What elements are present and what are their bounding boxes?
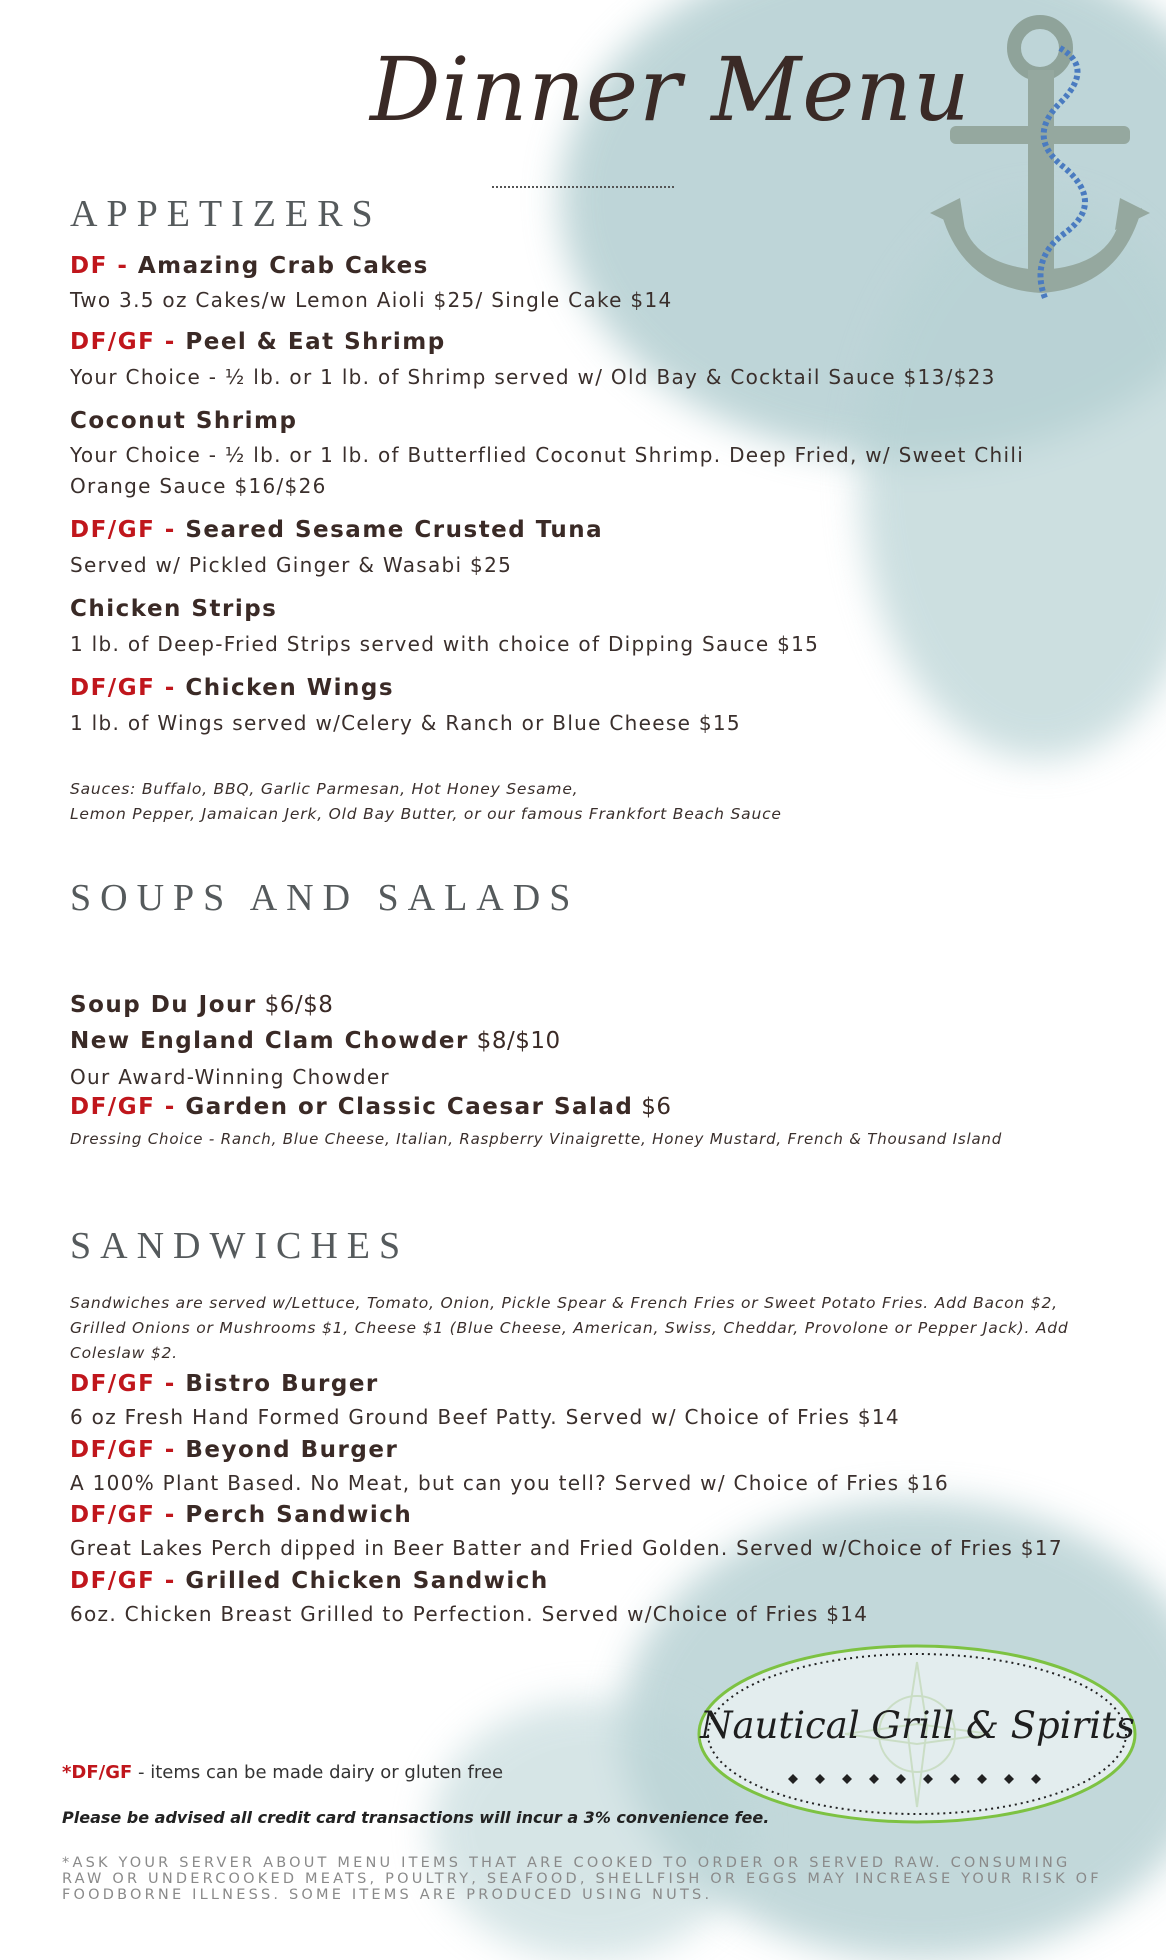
tag-separator: - (155, 1437, 186, 1463)
dietary-key-text: - items can be made dairy or gluten free (132, 1762, 504, 1783)
dietary-tag: DF/GF (70, 1568, 156, 1594)
menu-item-title (70, 253, 429, 279)
restaurant-logo (695, 1642, 1140, 1827)
menu-item-price: $8/$10 (468, 1028, 561, 1054)
tag-separator: - (155, 517, 186, 543)
menu-title: Dinner Menu (370, 38, 971, 141)
menu-item-description: Your Choice - ½ lb. or 1 lb. of Butterflied Coconut Shrimp. Deep Fried, w/ Sweet Chili Orange Sauce $16/$26 (70, 443, 1025, 498)
dietary-tag: DF/GF (70, 1094, 156, 1120)
tag-separator: - (155, 1568, 186, 1594)
dietary-key-tag: *DF/GF (62, 1762, 133, 1783)
menu-item-description: Your Choice - ½ lb. or 1 lb. of Shrimp served w/ Old Bay & Cocktail Sauce $13/$23 (70, 365, 996, 389)
menu-item-name: Beyond Burger (185, 1437, 399, 1463)
menu-item-title (70, 992, 333, 1018)
menu-item-price: $6 (633, 1094, 672, 1120)
menu-item-title (70, 1502, 412, 1528)
logo-text: Nautical Grill & Spirits (700, 1704, 1135, 1747)
menu-item-description: 1 lb. of Deep-Fried Strips served with choice of Dipping Sauce $15 (70, 632, 820, 656)
dietary-tag: DF/GF (70, 1502, 156, 1528)
sauces-note (70, 777, 1110, 827)
title-divider (492, 186, 674, 188)
dietary-tag: DF/GF (70, 329, 156, 355)
menu-item-name: New England Clam Chowder (70, 1028, 469, 1054)
menu-item-description: A 100% Plant Based. No Meat, but can you tell? Served w/ Choice of Fries $16 (70, 1471, 950, 1495)
menu-item-title (70, 517, 603, 543)
menu-item-description: Our Award-Winning Chowder (70, 1065, 390, 1089)
tag-separator: - (155, 329, 186, 355)
dietary-tag: DF/GF (70, 517, 156, 543)
menu-item-name: Seared Sesame Crusted Tuna (185, 517, 604, 543)
tag-separator: - (155, 1502, 186, 1528)
menu-item-name: Coconut Shrimp (70, 408, 298, 434)
menu-item-title (70, 408, 297, 434)
menu-item-name: Grilled Chicken Sandwich (185, 1568, 549, 1594)
tag-separator: - (107, 253, 138, 279)
menu-item-name: Bistro Burger (185, 1371, 379, 1397)
menu-item-title (70, 1371, 379, 1397)
menu-item-title (70, 1028, 561, 1054)
tag-separator: - (155, 675, 186, 701)
menu-item-title (70, 1094, 671, 1120)
sandwich-note: Sandwiches are served w/Lettuce, Tomato, Onion, Pickle Spear & French Fries or Sweet Potato Fries. Add Bacon $2, Grilled Onions or Mushrooms $1, Cheese $1 (Blue Cheese, American, Swiss, Cheddar, Provolone or Pepper Jack). Add Coleslaw $2. (70, 1294, 1069, 1362)
menu-item-title (70, 1568, 549, 1594)
menu-item-description: Two 3.5 oz Cakes/w Lemon Aioli $25/ Single Cake $14 (70, 288, 673, 312)
tag-separator: - (155, 1094, 186, 1120)
menu-item-description: 6 oz Fresh Hand Formed Ground Beef Patty. Served w/ Choice of Fries $14 (70, 1405, 900, 1429)
menu-item-description: Served w/ Pickled Ginger & Wasabi $25 (70, 553, 513, 577)
menu-item-price: $6/$8 (256, 992, 334, 1018)
menu-item-name: Garden or Classic Caesar Salad (185, 1094, 634, 1120)
dietary-key (62, 1762, 503, 1783)
section-heading-appetizers: APPETIZERS (70, 193, 382, 235)
menu-item-title (70, 675, 394, 701)
sauces-line: Lemon Pepper, Jamaican Jerk, Old Bay Butter, or our famous Frankfort Beach Sauce (70, 805, 782, 823)
menu-item-title (70, 596, 277, 622)
credit-card-notice: Please be advised all credit card transactions will incur a 3% convenience fee. (62, 1808, 770, 1827)
menu-item-description: Great Lakes Perch dipped in Beer Batter and Fried Golden. Served w/Choice of Fries $17 (70, 1536, 1063, 1560)
menu-item-name: Chicken Strips (70, 596, 278, 622)
tag-separator: - (155, 1371, 186, 1397)
dietary-tag: DF/GF (70, 1437, 156, 1463)
menu-item-title (70, 329, 446, 355)
section-heading-soups-salads: SOUPS AND SALADS (70, 877, 580, 919)
dietary-tag: DF (70, 253, 108, 279)
menu-item-title (70, 1437, 398, 1463)
dressing-note: Dressing Choice - Ranch, Blue Cheese, Italian, Raspberry Vinaigrette, Honey Mustard, French & Thousand Island (70, 1130, 1003, 1148)
menu-item-description: 1 lb. of Wings served w/Celery & Ranch or Blue Cheese $15 (70, 711, 741, 735)
dietary-tag: DF/GF (70, 1371, 156, 1397)
raw-food-warning: *ASK YOUR SERVER ABOUT MENU ITEMS THAT ARE COOKED TO ORDER OR SERVED RAW. CONSUMING RAW OR UNDERCOOKED MEATS, POULTRY, SEAFOOD, SHELLFISH OR EGGS MAY INCREASE YOUR RISK OF FOODBORNE ILLNESS. SOME ITEMS ARE PRODUCED USING NUTS. (62, 1855, 1102, 1903)
menu-item-name: Chicken Wings (185, 675, 395, 701)
menu-item-name: Perch Sandwich (185, 1502, 413, 1528)
menu-item-description: 6oz. Chicken Breast Grilled to Perfection. Served w/Choice of Fries $14 (70, 1602, 869, 1626)
dietary-tag: DF/GF (70, 675, 156, 701)
section-heading-sandwiches: SANDWICHES (70, 1225, 410, 1267)
sauces-line: Sauces: Buffalo, BBQ, Garlic Parmesan, Hot Honey Sesame, (70, 780, 579, 798)
menu-item-name: Amazing Crab Cakes (137, 253, 429, 279)
menu-item-name: Soup Du Jour (70, 992, 257, 1018)
menu-item-name: Peel & Eat Shrimp (185, 329, 446, 355)
